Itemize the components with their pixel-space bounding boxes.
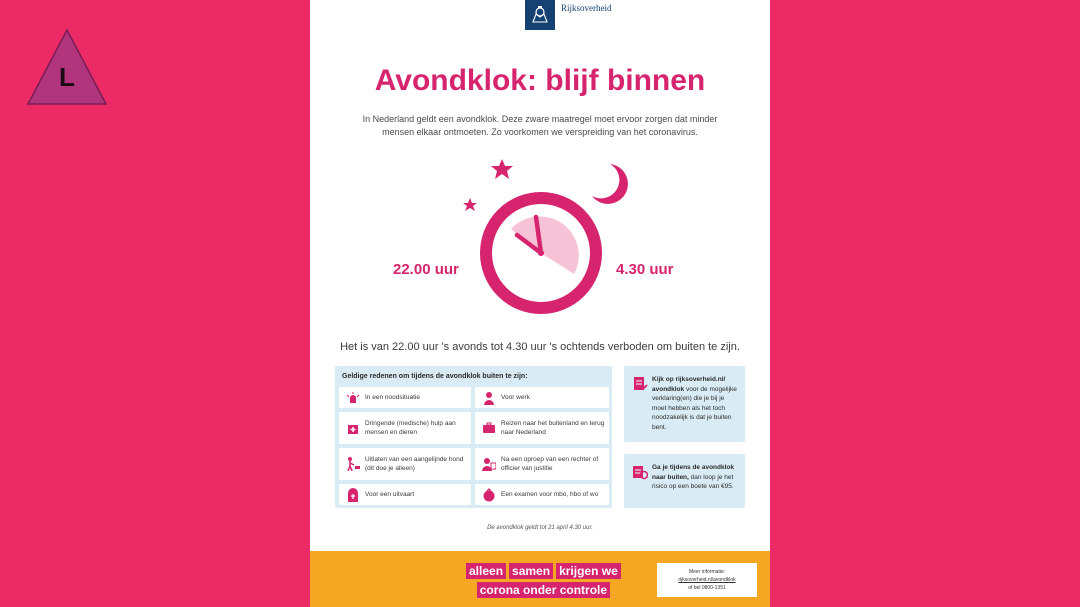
end-time: 4.30 uur: [616, 261, 674, 278]
avondklok-poster: [310, 0, 770, 607]
medical-help-icon: [345, 421, 361, 435]
rijksoverheid-logo: [525, 0, 612, 30]
reasons-title: Geldige redenen om tijdens de avondklok buiten te zijn:: [342, 373, 528, 380]
corner-logo-icon: [26, 28, 108, 106]
slogan-word: krijgen we: [556, 563, 621, 579]
funeral-icon: [345, 488, 361, 502]
more-info-phone: of bel 0800-1351: [688, 585, 726, 591]
reason-item: Een examen voor mbo, hbo of wo: [475, 484, 609, 505]
brand-name: Rijksoverheid: [561, 3, 612, 13]
dog-walking-icon: [345, 457, 361, 471]
slogan: [466, 563, 621, 601]
info-box-boete: [624, 454, 745, 508]
reason-item: Voor een uitvaart: [339, 484, 471, 505]
footnote: De avondklok geldt tot 21 april 4.30 uur.: [487, 525, 593, 531]
star-icon: [463, 198, 477, 211]
more-info-box: [657, 563, 757, 597]
more-info-link[interactable]: rijksoverheid.nl/avondklok: [678, 577, 736, 583]
fine-warning-icon: [632, 464, 648, 480]
alarm-siren-icon: [345, 391, 361, 405]
page-title: Avondklok: blijf binnen: [374, 64, 706, 97]
reason-item: Na een oproep van een rechter of officier van justitie: [475, 448, 609, 480]
court-summons-icon: [481, 457, 497, 471]
info-box-text: voor de mogelijke verklaring(en) die je bij je moet hebben als het toch noodzakelijk is dat je buiten bent.: [652, 385, 737, 431]
reason-item: In een noodsituatie: [339, 387, 471, 408]
slogan-word: corona onder controle: [477, 582, 610, 598]
intro-text: In Nederland geldt een avondklok. Deze zware maatregel moet ervoor zorgen dat minder mensen elkaar ontmoeten. Zo voorkomen we verspreiding van het coronavirus.: [362, 114, 718, 137]
slogan-word: samen: [509, 563, 553, 579]
reason-item: Reizen naar het buitenland en terug naar Nederland: [475, 412, 609, 444]
info-box-verklaring: [624, 366, 745, 442]
worker-icon: [481, 391, 497, 405]
moon-icon: [592, 164, 628, 204]
reason-item: Dringende (medische) hulp aan mensen en dieren: [339, 412, 471, 444]
clock-illustration: [310, 150, 770, 325]
dutch-government-crest-icon: [525, 0, 555, 30]
valid-reasons-panel: [335, 366, 612, 508]
more-info-label: Meer informatie:: [688, 569, 726, 575]
start-time: 22.00 uur: [393, 261, 459, 278]
reason-item: Voor werk: [475, 387, 609, 408]
exam-icon: [481, 488, 497, 502]
reason-item: Uitlaten van een aangelijnde hond (dit doe je alleen): [339, 448, 471, 480]
info-box-text: dan loop je het risico op een boete van €95.: [652, 473, 734, 490]
info-box-bold: Kijk op rijksoverheid.nl/ avondklok: [652, 376, 726, 393]
suitcase-icon: [481, 421, 497, 435]
corner-logo-letter: L: [59, 62, 75, 92]
curfew-statement: Het is van 22.00 uur 's avonds tot 4.30 uur 's ochtends verboden om buiten te zijn.: [340, 341, 740, 353]
footer-banner: [310, 551, 770, 607]
info-box-bold: Ga je tijdens de avondklok naar buiten,: [652, 464, 734, 481]
slogan-word: alleen: [466, 563, 506, 579]
star-icon: [491, 159, 513, 179]
document-check-icon: [632, 376, 648, 392]
